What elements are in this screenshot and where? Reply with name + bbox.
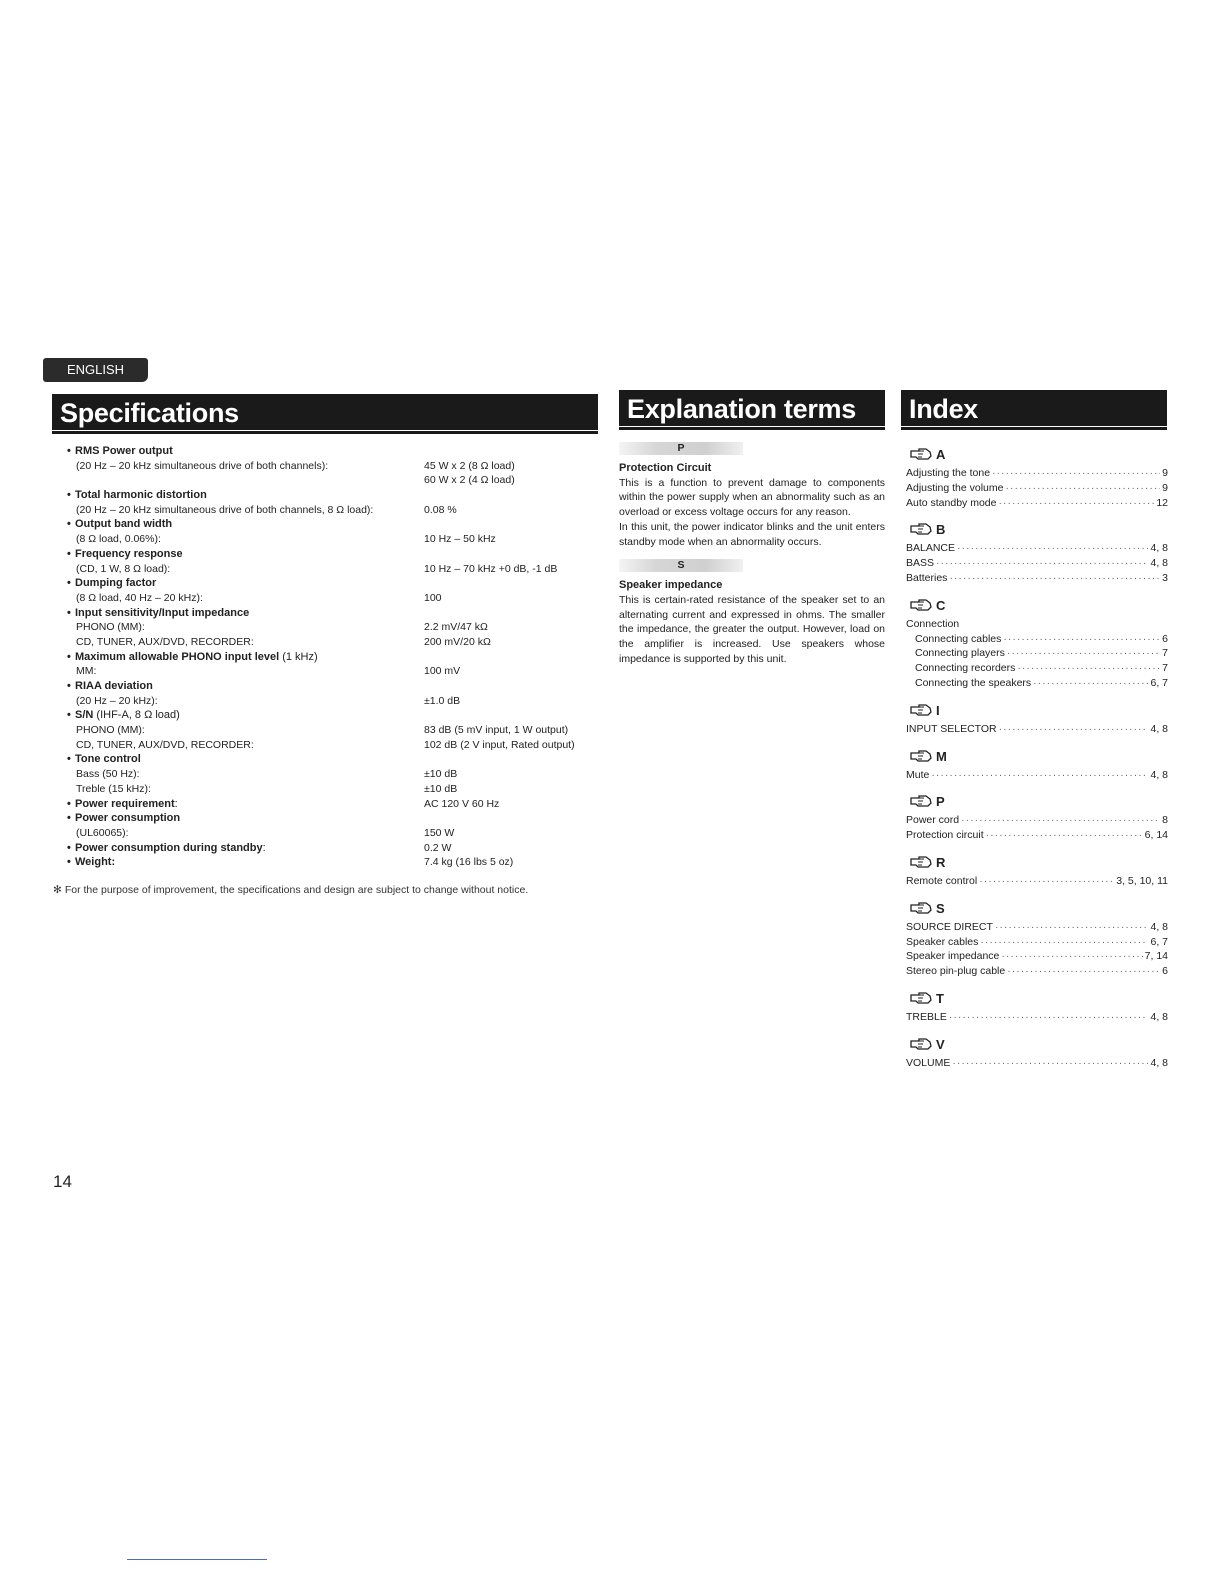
spec-item xyxy=(67,517,607,546)
index-entry xyxy=(906,964,1168,979)
spec-title-text xyxy=(67,444,173,459)
index-entry xyxy=(906,676,1168,691)
spec-title-text xyxy=(67,708,180,723)
index-term: Speaker impedance xyxy=(906,950,1000,963)
index-page: 3, 5, 10, 11 xyxy=(1116,874,1168,887)
spec-title xyxy=(67,650,607,665)
index-entry xyxy=(906,661,1168,676)
index-letter: T xyxy=(936,990,944,1006)
spec-title-label: Weight: xyxy=(75,856,116,869)
index-page: 6 xyxy=(1162,632,1168,645)
pointing-hand-icon xyxy=(910,699,932,711)
spec-item xyxy=(67,444,607,488)
explanation-terms-list xyxy=(619,442,885,676)
index-group xyxy=(906,698,1168,737)
pointing-hand-icon xyxy=(910,790,932,802)
spec-title-extra: : xyxy=(174,797,178,810)
index-entry xyxy=(906,646,1168,661)
spec-title-text xyxy=(67,752,141,767)
pointing-hand-icon xyxy=(910,745,932,757)
pointing-hand-icon xyxy=(910,443,932,455)
bullet-icon: • xyxy=(67,841,71,854)
index-entry xyxy=(906,828,1168,843)
pointing-hand-icon xyxy=(910,518,932,530)
spec-title xyxy=(67,797,607,812)
spec-value: 7.4 kg (16 lbs 5 oz) xyxy=(424,856,514,869)
index-term: Connecting the speakers xyxy=(915,676,1032,689)
bullet-icon: • xyxy=(67,680,71,692)
dot-leader xyxy=(1003,632,1160,647)
index-group xyxy=(906,986,1168,1025)
dot-leader xyxy=(979,874,1114,889)
spec-title-text xyxy=(67,606,249,621)
index-letter: P xyxy=(936,794,945,810)
spec-label: (20 Hz – 20 kHz simultaneous drive of both channels): xyxy=(76,459,329,472)
index-page: 4, 8 xyxy=(1150,920,1168,933)
term-letter-band: P xyxy=(619,442,743,455)
spec-row xyxy=(67,664,607,679)
index-term: BASS xyxy=(906,557,935,570)
term-entry xyxy=(619,442,885,549)
index-page: 7 xyxy=(1162,647,1168,660)
index-letter-heading xyxy=(906,698,1168,722)
spec-title-label: Frequency response xyxy=(75,547,183,560)
spec-row xyxy=(67,738,607,753)
index-letter: M xyxy=(936,748,947,764)
spec-item xyxy=(67,547,607,576)
dot-leader xyxy=(986,828,1143,843)
spec-title-text xyxy=(67,811,180,826)
spec-title xyxy=(67,855,607,870)
term-paragraph: In this unit, the power indicator blinks and the unit enters standby mode when an abnormality occurs. xyxy=(619,520,885,548)
index-group xyxy=(906,744,1168,783)
spec-title xyxy=(67,444,607,459)
spec-value: 100 mV xyxy=(424,665,461,678)
index-page: 3 xyxy=(1162,571,1168,584)
spec-label: (CD, 1 W, 8 Ω load): xyxy=(76,562,171,575)
bullet-icon: • xyxy=(67,856,71,869)
index-group xyxy=(906,442,1168,510)
bullet-icon: • xyxy=(67,445,71,457)
spec-item xyxy=(67,797,607,812)
spec-title-text xyxy=(67,576,156,591)
dot-leader xyxy=(952,1056,1148,1071)
spec-value: 200 mV/20 kΩ xyxy=(424,635,491,648)
index-page: 9 xyxy=(1162,467,1168,479)
spec-title-text xyxy=(67,547,183,562)
spec-item xyxy=(67,650,607,679)
index-letter-heading xyxy=(906,442,1168,466)
spec-item xyxy=(67,841,607,856)
spec-value: 10 Hz – 50 kHz xyxy=(424,533,496,546)
bullet-icon: • xyxy=(67,489,71,502)
spec-row xyxy=(67,473,607,488)
spec-row xyxy=(67,459,607,474)
spec-title xyxy=(67,841,607,856)
spec-title-extra: (IHF-A, 8 Ω load) xyxy=(93,709,180,722)
spec-value: 150 W xyxy=(424,826,455,839)
spec-label: (20 Hz – 20 kHz): xyxy=(76,694,158,707)
spec-value: AC 120 V 60 Hz xyxy=(424,797,500,810)
index-letter-heading xyxy=(906,986,1168,1010)
spec-title xyxy=(67,488,607,503)
index-page: 7 xyxy=(1162,662,1168,675)
spec-title-label: Power requirement xyxy=(75,797,175,810)
index-page: 4, 8 xyxy=(1150,1056,1168,1069)
spec-title-label: RMS Power output xyxy=(75,445,173,457)
dot-leader xyxy=(999,722,1149,737)
index-entry xyxy=(906,541,1168,556)
index-group xyxy=(906,896,1168,979)
index-letter-heading xyxy=(906,517,1168,541)
index-entry xyxy=(906,571,1168,586)
dot-leader xyxy=(980,935,1148,950)
spec-title-text xyxy=(67,517,172,532)
index-page: 7, 14 xyxy=(1144,950,1168,963)
index-term: TREBLE xyxy=(906,1010,947,1023)
spec-value: ±10 dB xyxy=(424,768,458,781)
index-entry xyxy=(906,556,1168,571)
index-entry xyxy=(906,1056,1168,1071)
dot-leader xyxy=(1017,661,1160,676)
dot-leader xyxy=(936,556,1148,571)
spec-value: 100 xyxy=(424,591,442,604)
term-paragraph: This is certain-rated resistance of the speaker set to an alternating current and expressed in ohms. The smaller the impedance, the greater the output. However, load on the amplifier is increased. Use speakers whose impedance is supported by this unit. xyxy=(619,593,885,665)
bullet-icon: • xyxy=(67,812,71,825)
bottom-rule xyxy=(127,1559,267,1560)
spec-row xyxy=(67,694,607,709)
pointing-hand-icon xyxy=(910,594,932,606)
index-subheading: Connection xyxy=(906,617,960,630)
bullet-icon: • xyxy=(67,518,71,531)
spec-title xyxy=(67,708,607,723)
dot-leader xyxy=(1005,481,1160,496)
spec-row xyxy=(67,620,607,635)
pointing-hand-icon xyxy=(910,897,932,909)
index-page: 9 xyxy=(1162,481,1168,494)
bullet-icon: • xyxy=(67,797,71,810)
spec-title-label: Tone control xyxy=(75,753,141,766)
index-page: 4, 8 xyxy=(1150,542,1168,555)
spec-title xyxy=(67,752,607,767)
dot-leader xyxy=(1001,949,1142,964)
index-entry xyxy=(906,632,1168,647)
index-term: Mute xyxy=(906,768,930,781)
spec-item xyxy=(67,606,607,650)
index-entry xyxy=(906,496,1168,511)
spec-title-extra: (1 kHz) xyxy=(279,650,318,663)
spec-title-label: Total harmonic distortion xyxy=(75,489,207,502)
index-term: Auto standby mode xyxy=(906,496,997,509)
index-term: Adjusting the volume xyxy=(906,481,1004,494)
index-list xyxy=(906,442,1168,1078)
term-body xyxy=(619,476,885,550)
index-letter: R xyxy=(936,854,946,870)
index-term: Speaker cables xyxy=(906,935,979,948)
index-heading: Index xyxy=(901,390,1167,426)
spec-title xyxy=(67,679,607,694)
term-paragraph: This is a function to prevent damage to components within the power supply when an abnormality such as an overload or excess voltage occurs for any reason. xyxy=(619,476,885,519)
index-entry xyxy=(906,1010,1168,1025)
index-group xyxy=(906,789,1168,843)
dot-leader xyxy=(931,768,1148,783)
index-page: 6 xyxy=(1162,965,1168,978)
index-entry xyxy=(906,466,1168,481)
spec-label: (8 Ω load, 0.06%): xyxy=(76,533,161,546)
spec-value: ±1.0 dB xyxy=(424,694,461,707)
index-term: VOLUME xyxy=(906,1056,951,1069)
spec-title xyxy=(67,517,607,532)
index-term: Connecting players xyxy=(915,647,1005,660)
spec-label: Bass (50 Hz): xyxy=(76,768,140,781)
index-term: Power cord xyxy=(906,814,960,827)
spec-title-label: Input sensitivity/Input impedance xyxy=(75,606,250,619)
spec-item xyxy=(67,488,607,517)
index-entry xyxy=(906,949,1168,964)
spec-label: PHONO (MM): xyxy=(76,724,145,737)
index-letter: S xyxy=(936,900,945,916)
spec-value: 60 W x 2 (4 Ω load) xyxy=(424,474,515,487)
index-term: INPUT SELECTOR xyxy=(906,722,997,735)
spec-value: 102 dB (2 V input, Rated output) xyxy=(424,738,575,751)
spec-label: (20 Hz – 20 kHz simultaneous drive of both channels, 8 Ω load): xyxy=(76,503,374,516)
specifications-heading: Specifications xyxy=(52,394,598,430)
spec-title-text xyxy=(67,841,266,856)
dot-leader xyxy=(957,541,1148,556)
dot-leader xyxy=(1033,676,1148,691)
spec-item xyxy=(67,855,607,870)
spec-title xyxy=(67,547,607,562)
spec-row xyxy=(67,767,607,782)
spec-title-extra: : xyxy=(262,841,266,854)
index-letter-heading xyxy=(906,744,1168,768)
index-entry xyxy=(906,920,1168,935)
index-page: 6, 7 xyxy=(1150,935,1168,948)
index-term: SOURCE DIRECT xyxy=(906,920,993,933)
dot-leader xyxy=(1007,646,1160,661)
index-letter: V xyxy=(936,1036,945,1052)
spec-title-label: RIAA deviation xyxy=(75,680,153,692)
spec-item xyxy=(67,708,607,752)
spec-item xyxy=(67,576,607,605)
spec-title-label: Power consumption during standby xyxy=(75,841,263,854)
spec-title-label: Maximum allowable PHONO input level xyxy=(75,650,280,663)
index-page: 4, 8 xyxy=(1150,768,1168,781)
index-page: 6, 7 xyxy=(1150,676,1168,689)
index-page: 4, 8 xyxy=(1150,557,1168,570)
index-page: 12 xyxy=(1156,496,1168,509)
index-term: Remote control xyxy=(906,874,978,887)
language-tab: ENGLISH xyxy=(43,358,148,382)
explanation-terms-rule xyxy=(619,427,885,430)
index-letter: I xyxy=(936,702,940,718)
footnote-mark: ✻ xyxy=(53,884,62,896)
spec-label: CD, TUNER, AUX/DVD, RECORDER: xyxy=(76,635,254,648)
dot-leader xyxy=(949,571,1160,586)
specifications-rule xyxy=(52,431,598,434)
spec-value: 2.2 mV/47 kΩ xyxy=(424,621,488,634)
spec-item xyxy=(67,679,607,708)
dot-leader xyxy=(949,1010,1149,1025)
index-entry xyxy=(906,874,1168,889)
spec-title-text xyxy=(67,679,153,694)
bullet-icon: • xyxy=(67,606,71,619)
index-page: 4, 8 xyxy=(1150,722,1168,735)
index-letter-heading xyxy=(906,789,1168,813)
page-number: 14 xyxy=(53,1172,72,1191)
bullet-icon: • xyxy=(67,577,71,590)
spec-title-label: Dumping factor xyxy=(75,577,157,590)
footnote-text: For the purpose of improvement, the specifications and design are subject to change without notice. xyxy=(64,884,529,896)
spec-title-text xyxy=(67,797,178,812)
index-page: 4, 8 xyxy=(1150,1010,1168,1023)
index-group xyxy=(906,517,1168,585)
spec-value: 0.08 % xyxy=(424,503,457,516)
spec-row xyxy=(67,503,607,518)
spec-title-text xyxy=(67,488,207,503)
pointing-hand-icon xyxy=(910,851,932,863)
specifications-footnote xyxy=(53,884,528,896)
spec-row xyxy=(67,635,607,650)
term-letter-band: S xyxy=(619,559,743,572)
spec-label: (UL60065): xyxy=(76,826,129,839)
spec-row xyxy=(67,562,607,577)
index-term: Connecting cables xyxy=(915,632,1002,645)
spec-title-label: S/N xyxy=(75,709,94,722)
spec-label: PHONO (MM): xyxy=(76,621,145,634)
index-term: Connecting recorders xyxy=(915,662,1016,675)
spec-title-text xyxy=(67,855,115,870)
spec-row xyxy=(67,723,607,738)
spec-label: Treble (15 kHz): xyxy=(76,782,151,795)
explanation-terms-heading: Explanation terms xyxy=(619,390,885,426)
index-group xyxy=(906,1032,1168,1071)
spec-title xyxy=(67,811,607,826)
spec-value: 10 Hz – 70 kHz +0 dB, -1 dB xyxy=(424,562,558,575)
index-letter: B xyxy=(936,522,946,538)
spec-title-text xyxy=(67,650,318,665)
spec-value: 0.2 W xyxy=(424,841,452,854)
term-body xyxy=(619,593,885,667)
pointing-hand-icon xyxy=(910,1033,932,1045)
index-letter-heading xyxy=(906,593,1168,617)
index-term: BALANCE xyxy=(906,542,956,555)
specifications-list xyxy=(67,444,607,870)
index-page: 6, 14 xyxy=(1144,829,1168,842)
term-entry xyxy=(619,559,885,666)
index-term: Stereo pin-plug cable xyxy=(906,965,1006,978)
spec-title xyxy=(67,576,607,591)
index-page: 8 xyxy=(1162,814,1168,827)
spec-value: ±10 dB xyxy=(424,782,458,795)
pointing-hand-icon xyxy=(910,987,932,999)
dot-leader xyxy=(992,466,1160,481)
dot-leader xyxy=(995,920,1149,935)
spec-row xyxy=(67,782,607,797)
index-term: Adjusting the tone xyxy=(906,467,991,479)
spec-item xyxy=(67,752,607,796)
index-group xyxy=(906,593,1168,691)
term-title: Speaker impedance xyxy=(619,579,723,592)
spec-title xyxy=(67,606,607,621)
spec-label: CD, TUNER, AUX/DVD, RECORDER: xyxy=(76,738,254,751)
index-entry xyxy=(906,768,1168,783)
bullet-icon: • xyxy=(67,650,71,663)
dot-leader xyxy=(998,496,1154,511)
index-letter-heading xyxy=(906,1032,1168,1056)
index-entry xyxy=(906,935,1168,950)
dot-leader xyxy=(961,813,1160,828)
index-entry xyxy=(906,813,1168,828)
index-letter-heading xyxy=(906,850,1168,874)
index-letter: C xyxy=(936,597,946,613)
spec-title-label: Power consumption xyxy=(75,812,181,825)
spec-value: 45 W x 2 (8 Ω load) xyxy=(424,459,515,472)
spec-label: (8 Ω load, 40 Hz – 20 kHz): xyxy=(76,591,203,604)
bullet-icon: • xyxy=(67,547,71,560)
spec-value: 83 dB (5 mV input, 1 W output) xyxy=(424,724,569,737)
bullet-icon: • xyxy=(67,709,71,722)
spec-row xyxy=(67,532,607,547)
index-entry xyxy=(906,722,1168,737)
index-letter: A xyxy=(936,447,946,462)
dot-leader xyxy=(1007,964,1160,979)
index-entry xyxy=(906,481,1168,496)
spec-item xyxy=(67,811,607,840)
spec-row xyxy=(67,591,607,606)
index-term: Protection circuit xyxy=(906,829,984,842)
term-title: Protection Circuit xyxy=(619,462,712,474)
spec-title-label: Output band width xyxy=(75,518,173,531)
index-term: Batteries xyxy=(906,571,948,584)
spec-label: MM: xyxy=(76,665,97,678)
bullet-icon: • xyxy=(67,753,71,766)
index-letter-heading xyxy=(906,896,1168,920)
index-group xyxy=(906,850,1168,889)
spec-row xyxy=(67,826,607,841)
index-rule xyxy=(901,427,1167,430)
